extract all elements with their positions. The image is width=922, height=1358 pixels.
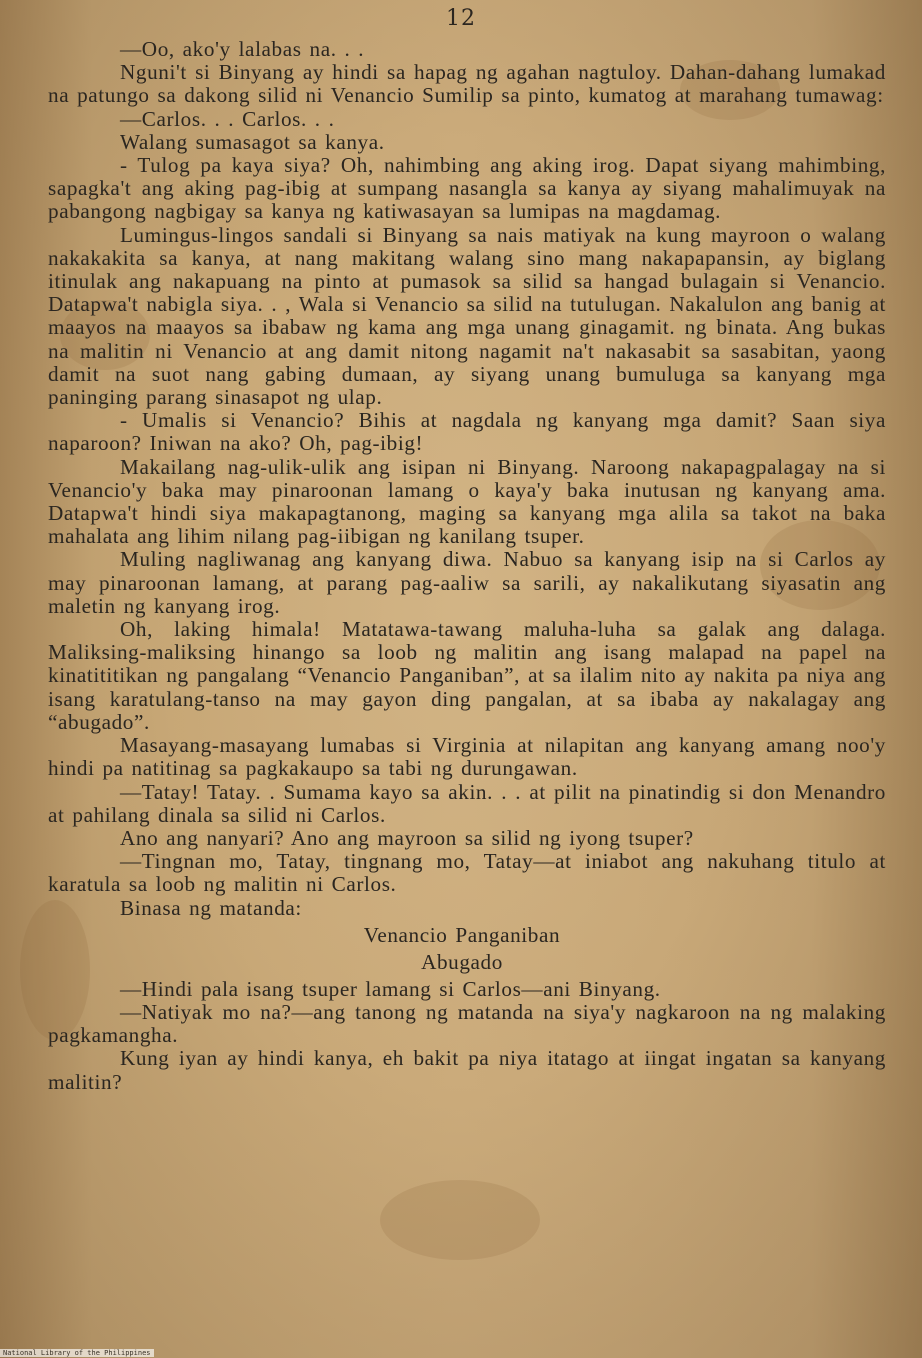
paragraph: Masayang-masayang lumabas si Virginia at nilapitan ang kanyang amang noo'y hindi pa natitinag sa pagkakaupo sa tabi ng durungawan. xyxy=(48,733,886,781)
paragraph: —Natiyak mo na?—ang tanong ng matanda na siya'y nagkaroon na ng malaking pagkamangha. xyxy=(48,999,886,1048)
paragraph: —Tingnan mo, Tatay, tingnang mo, Tatay—at iniabot ang nakuhang titulo at karatula sa loob ng malitin ni Carlos. xyxy=(48,849,886,897)
library-credit: National Library of the Philippines xyxy=(0,1349,154,1357)
paragraph: —Tatay! Tatay. . Sumama kayo sa akin. . . at pilit na pinatindig si don Menandro at pahilang dinala sa silid ni Carlos. xyxy=(48,779,886,827)
card-name-line: Venancio Panganiban xyxy=(363,922,561,947)
paragraph: —Carlos. . . Carlos. . . xyxy=(120,106,335,131)
page-number: 12 xyxy=(446,6,476,31)
body-text xyxy=(48,38,886,1094)
paragraph: Makailang nag-ulik-ulik ang isipan ni Binyang. Naroong nakapagpalagay na si Venancio'y baka may pinaroonan lamang o kaya'y baka inutusan ng kanyang ama. Datapwa't hindi siya makapagtanong, maging sa kanyang mga alila sa takot na baka mahalata ang lihim nilang pag-iibigan ng kanilang tsuper. xyxy=(48,454,886,549)
stain-spot xyxy=(380,1180,540,1260)
paragraph: Nguni't si Binyang ay hindi sa hapag ng agahan nagtuloy. Dahan-dahang lumakad na patungo sa dakong silid ni Venancio Sumilip sa pinto, kumatog at marahang tumawag: xyxy=(48,60,886,108)
paragraph: —Oo, ako'y lalabas na. . . xyxy=(120,37,365,61)
paragraph: Walang sumasagot sa kanya. xyxy=(120,129,385,154)
paragraph: —Hindi pala isang tsuper lamang si Carlos—ani Binyang. xyxy=(120,976,661,1001)
paragraph: Kung iyan ay hindi kanya, eh bakit pa niya itatago at iingat ingatan sa kanyang malitin? xyxy=(48,1046,886,1094)
paragraph: Muling nagliwanag ang kanyang diwa. Nabuo sa kanyang isip na si Carlos ay may pinaroonan lamang, at parang pag-aaliw sa sarili, ay nakalikutang siyasatin ang maletin ng kanyang irog. xyxy=(48,547,886,618)
paragraph: Oh, laking himala! Matatawa-tawang maluha-luha sa galak ang dalaga. Maliksing-maliksing hinango sa loob ng malitin ang isang malapad na papel na kinatititikan ng pangalang “Venancio Panganiban”, at sa ilalim nito ay nakita pa niya ang isang karatulang-tanso na may gayon ding pangalan, at sa ibaba ay nakalagay ang “abugado”. xyxy=(48,617,886,734)
paragraph: - Tulog pa kaya siya? Oh, nahimbing ang aking irog. Dapat siyang mahimbing, sapagka't ang aking pag-ibig at sumpang nasangla sa kanya ay siyang mahalimuyak na pabangong nagbigay sa kanya ng katiwasayan sa lumipas na magdamag. xyxy=(48,153,886,224)
card-title-line: Abugado xyxy=(421,949,503,974)
paragraph: Binasa ng matanda: xyxy=(120,895,302,920)
paragraph: - Umalis si Venancio? Bihis at nagdala ng kanyang mga damit? Saan siya naparoon? Iniwan na ako? Oh, pag-ibig! xyxy=(48,408,886,456)
paragraph: Ano ang nanyari? Ano ang mayroon sa silid ng iyong tsuper? xyxy=(120,825,694,850)
paragraph: Lumingus-lingos sandali si Binyang sa nais matiyak na kung mayroon o walang nakakakita sa kanya, at nang makitang walang sino mang nakapapansin, ay biglang itinulak ang nakapuang na pinto at pumasok sa silid sa hangad bulagain si Venancio. Datapwa't nabigla siya. . , Wala si Venancio sa silid na tutulugan. Nakalulon ang banig at maayos na maayos sa ibabaw ng kama ang mga unang ginagamit. ng binata. Ang bukas na malitin ni Venancio at ang damit nitong nagamit na't nakasabit sa sasabitan, yaong damit na suot nang gabing dumaan, ay siyang unang bumuluga sa kanyang mga paninging parang sinasapot ng ulap. xyxy=(48,222,886,410)
